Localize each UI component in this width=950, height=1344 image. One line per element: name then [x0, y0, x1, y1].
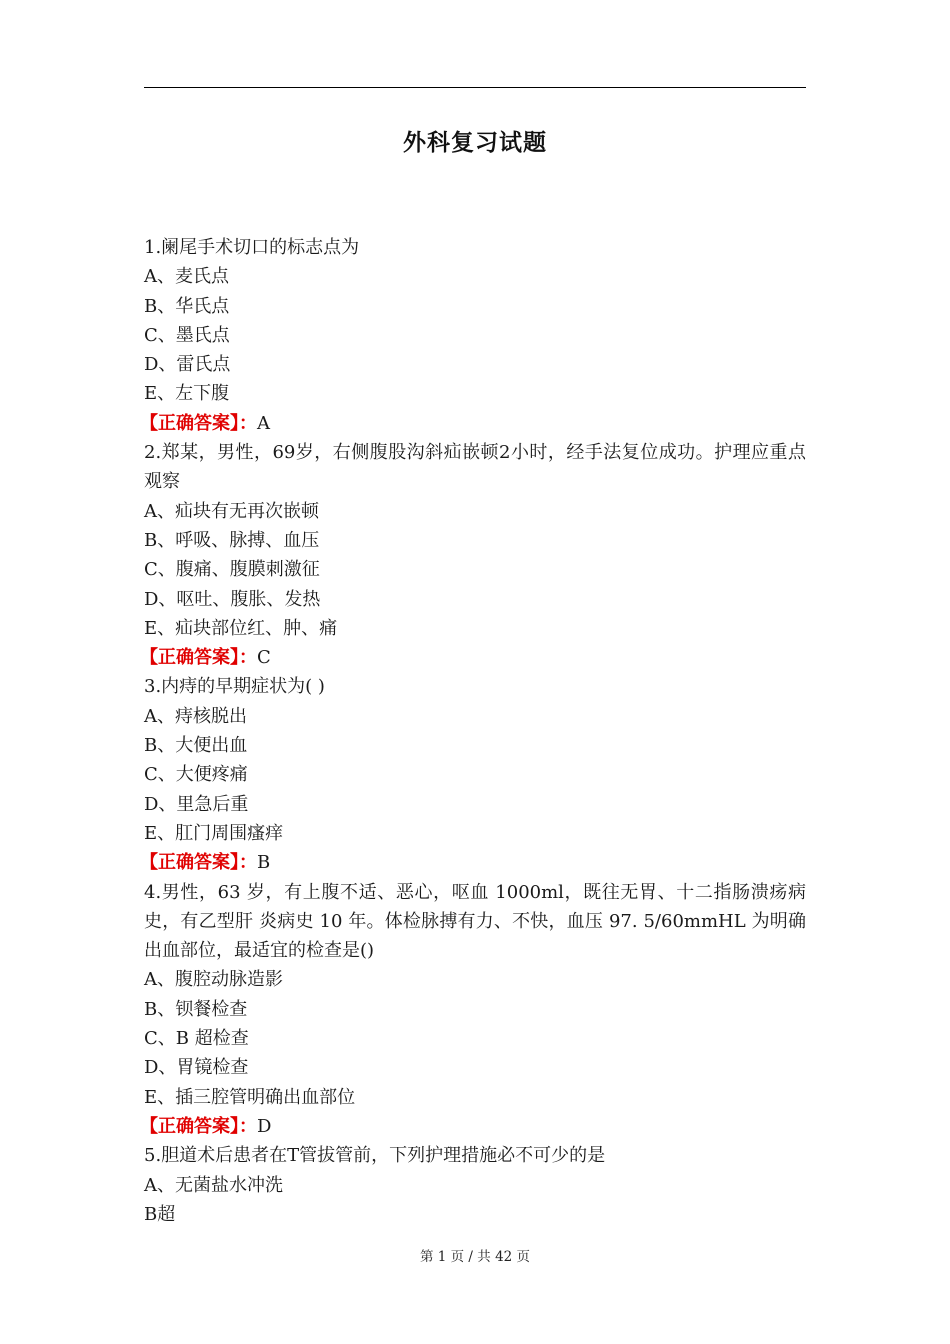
footer-total-pages: 42 [495, 1249, 513, 1265]
option-b: B、钡餐检查 [144, 998, 248, 1020]
question-stem: 4.男性，63 岁，有上腹不适、恶心，呕血 1000ml，既往无胃、十二指肠溃疡病史，有乙型肝 炎病史 10 年。体检脉搏有力、不快，血压 97. 5/60mmHL 为明确出血部位，最适宜的检查是() [144, 881, 806, 962]
footer-suffix: 页 [516, 1249, 531, 1265]
option-c: C、腹痛、腹膜刺激征 [144, 559, 320, 581]
option-d: D、胃镜检查 [144, 1057, 249, 1079]
answer-line [140, 848, 806, 877]
option-e: E、肛门周围瘙痒 [144, 822, 284, 844]
answer-value: A [257, 412, 270, 434]
answer-value: B [257, 852, 271, 874]
question-stem: 3.内痔的早期症状为( ) [144, 676, 325, 698]
answer-value: D [257, 1115, 272, 1137]
option-e: E、疝块部位红、肿、痛 [144, 617, 338, 639]
option-b: B、大便出血 [144, 735, 248, 757]
option-a: A、痔核脱出 [144, 705, 247, 727]
option-b: B、呼吸、脉搏、血压 [144, 529, 320, 551]
answer-label: 【正确答案】： [140, 1115, 257, 1137]
option-a: A、疝块有无再次嵌顿 [144, 500, 319, 522]
answer-line [140, 643, 806, 672]
option-d: D、呕吐、腹胀、发热 [144, 588, 321, 610]
answer-label: 【正确答案】： [140, 412, 257, 434]
option-c: C、大便疼痛 [144, 764, 248, 786]
footer-prefix: 第 [419, 1249, 434, 1265]
option-d: D、里急后重 [144, 793, 249, 815]
footer-middle: 页 / 共 [450, 1249, 491, 1265]
question-list [140, 233, 806, 1229]
header-rule [144, 87, 806, 88]
answer-line [140, 409, 806, 438]
option-e: E、左下腹 [144, 383, 230, 405]
option-d: D、雷氏点 [144, 354, 231, 376]
page-footer [0, 1245, 950, 1265]
answer-label: 【正确答案】： [140, 852, 257, 874]
option-c: C、墨氏点 [144, 324, 230, 346]
answer-value: C [257, 647, 271, 669]
option-b: B超 [144, 1203, 176, 1225]
question-stem: 1.阑尾手术切口的标志点为 [144, 237, 360, 258]
option-a: A、麦氏点 [144, 266, 229, 288]
option-a: A、无菌盐水冲洗 [144, 1174, 283, 1196]
answer-label: 【正确答案】： [140, 647, 257, 669]
option-b: B、华氏点 [144, 295, 230, 317]
question-stem: 5.胆道术后患者在T管拔管前，下列护理措施必不可少的是 [144, 1145, 606, 1167]
page-title: 外科复习试题 [403, 130, 547, 156]
footer-page-number: 1 [437, 1249, 447, 1265]
option-a: A、腹腔动脉造影 [144, 969, 283, 991]
answer-line [140, 1112, 806, 1141]
option-c: C、B 超检查 [144, 1028, 249, 1050]
question-stem: 2.郑某，男性，69岁，右侧腹股沟斜疝嵌顿2小时，经手法复位成功。护理应重点观察 [144, 442, 806, 493]
option-e: E、插三腔管明确出血部位 [144, 1086, 356, 1108]
